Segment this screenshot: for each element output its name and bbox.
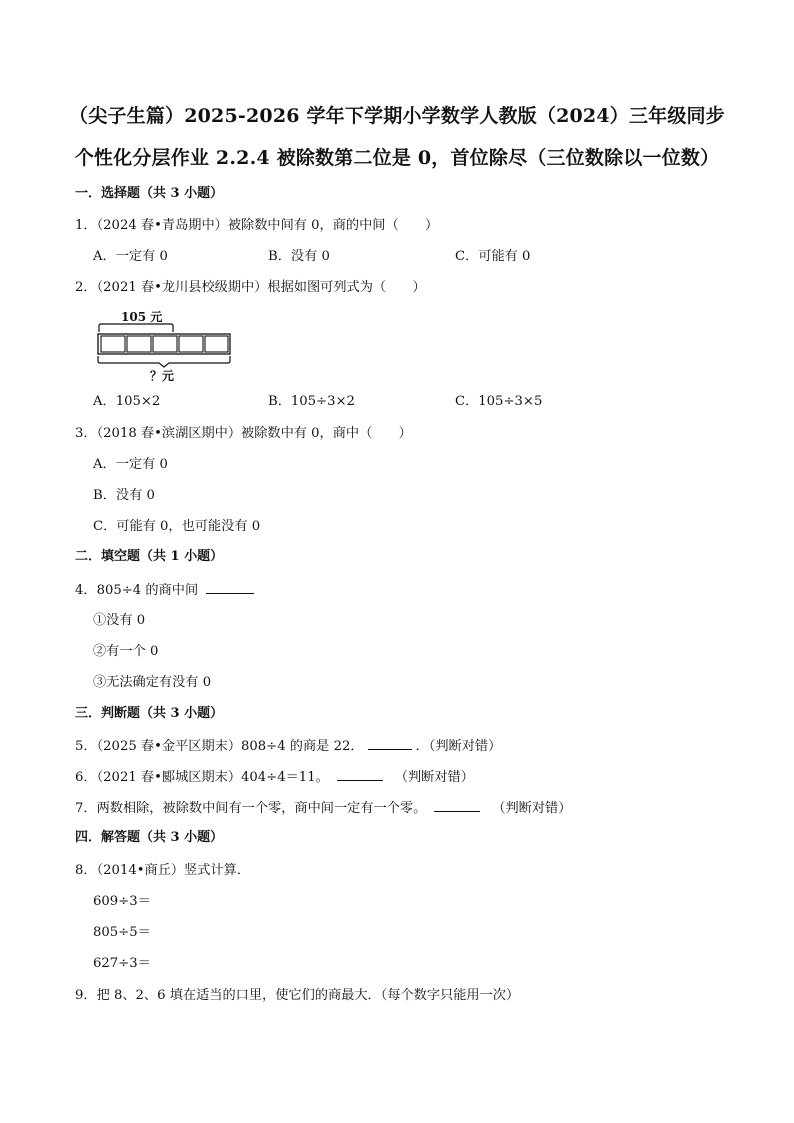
question-2-option-c: C．105÷3×5 (455, 394, 543, 409)
document-title-line-1: （尖子生篇）2025-2026 学年下学期小学数学人教版（2024）三年级同步 (69, 105, 725, 127)
question-4-option-3: ③无法确定有没有 0 (93, 675, 212, 690)
question-3-option-b: B．没有 0 (93, 488, 155, 503)
question-1-option-b: B．没有 0 (268, 249, 330, 264)
section-heading-solve: 四．解答题（共 3 小题） (75, 830, 224, 845)
top-brace (99, 324, 173, 332)
question-2-stem: 2．（2021 春•龙川县校级期中）根据如图可列式为（ ） (75, 280, 426, 295)
question-4-option-2: ②有一个 0 (93, 644, 159, 659)
question-1-option-a: A．一定有 0 (93, 249, 168, 264)
answer-blank[interactable] (434, 799, 480, 812)
question-6-suffix: （判断对错） (394, 770, 474, 785)
diagram-top-label: 105 元 (121, 310, 163, 324)
question-8-expression-2: 805÷5＝ (93, 925, 151, 940)
question-7-row (75, 799, 571, 818)
question-4-stem: 4．805÷4 的商中间 (75, 583, 199, 598)
question-8-stem: 8．（2014•商丘）竖式计算． (75, 863, 251, 878)
question-2-option-b: B．105÷3×2 (268, 394, 355, 409)
answer-blank[interactable] (337, 768, 383, 781)
question-3-option-a: A．一定有 0 (93, 457, 168, 472)
question-2-option-a: A．105×2 (93, 394, 161, 409)
answer-blank[interactable] (368, 737, 412, 750)
question-7-text: 7．两数相除，被除数中间有一个零，商中间一定有一个零。 (75, 801, 427, 816)
question-6-row (75, 768, 474, 787)
section-heading-judge: 三．判断题（共 3 小题） (75, 706, 224, 721)
diagram-bottom-label: ？元 (150, 369, 175, 383)
answer-blank[interactable] (206, 581, 254, 594)
section-heading-fill: 二．填空题（共 1 小题） (75, 549, 224, 564)
question-2-diagram (95, 308, 235, 383)
document-title-line-2: 个性化分层作业 2.2.4 被除数第二位是 0，首位除尽（三位数除以一位数） (74, 147, 720, 169)
question-6-text: 6．（2021 春•郾城区期末）404÷4＝11。 (75, 770, 329, 785)
question-4-row (75, 581, 254, 600)
question-8-expression-3: 627÷3＝ (93, 956, 151, 971)
outer-box (98, 334, 230, 354)
question-3-option-c: C．可能有 0，也可能没有 0 (93, 519, 261, 534)
question-8-expression-1: 609÷3＝ (93, 894, 151, 909)
question-7-suffix: （判断对错） (492, 801, 572, 816)
question-3-stem: 3．（2018 春•滨湖区期中）被除数中有 0，商中（ ） (75, 426, 412, 441)
bottom-brace (98, 356, 230, 367)
question-1-option-c: C．可能有 0 (455, 249, 531, 264)
question-5-suffix: ．（判断对错） (415, 739, 502, 754)
question-4-option-1: ①没有 0 (93, 613, 146, 628)
question-5-text: 5．（2025 春•金平区期末）808÷4 的商是 22． (75, 739, 364, 754)
question-1-stem: 1．（2024 春•青岛期中）被除数中间有 0，商的中间（ ） (75, 218, 439, 233)
question-5-row (75, 737, 501, 756)
question-9-stem: 9．把 8、2、6 填在适当的口里，使它们的商最大．（每个数字只能用一次） (75, 988, 520, 1003)
section-heading-choice: 一．选择题（共 3 小题） (75, 186, 224, 201)
